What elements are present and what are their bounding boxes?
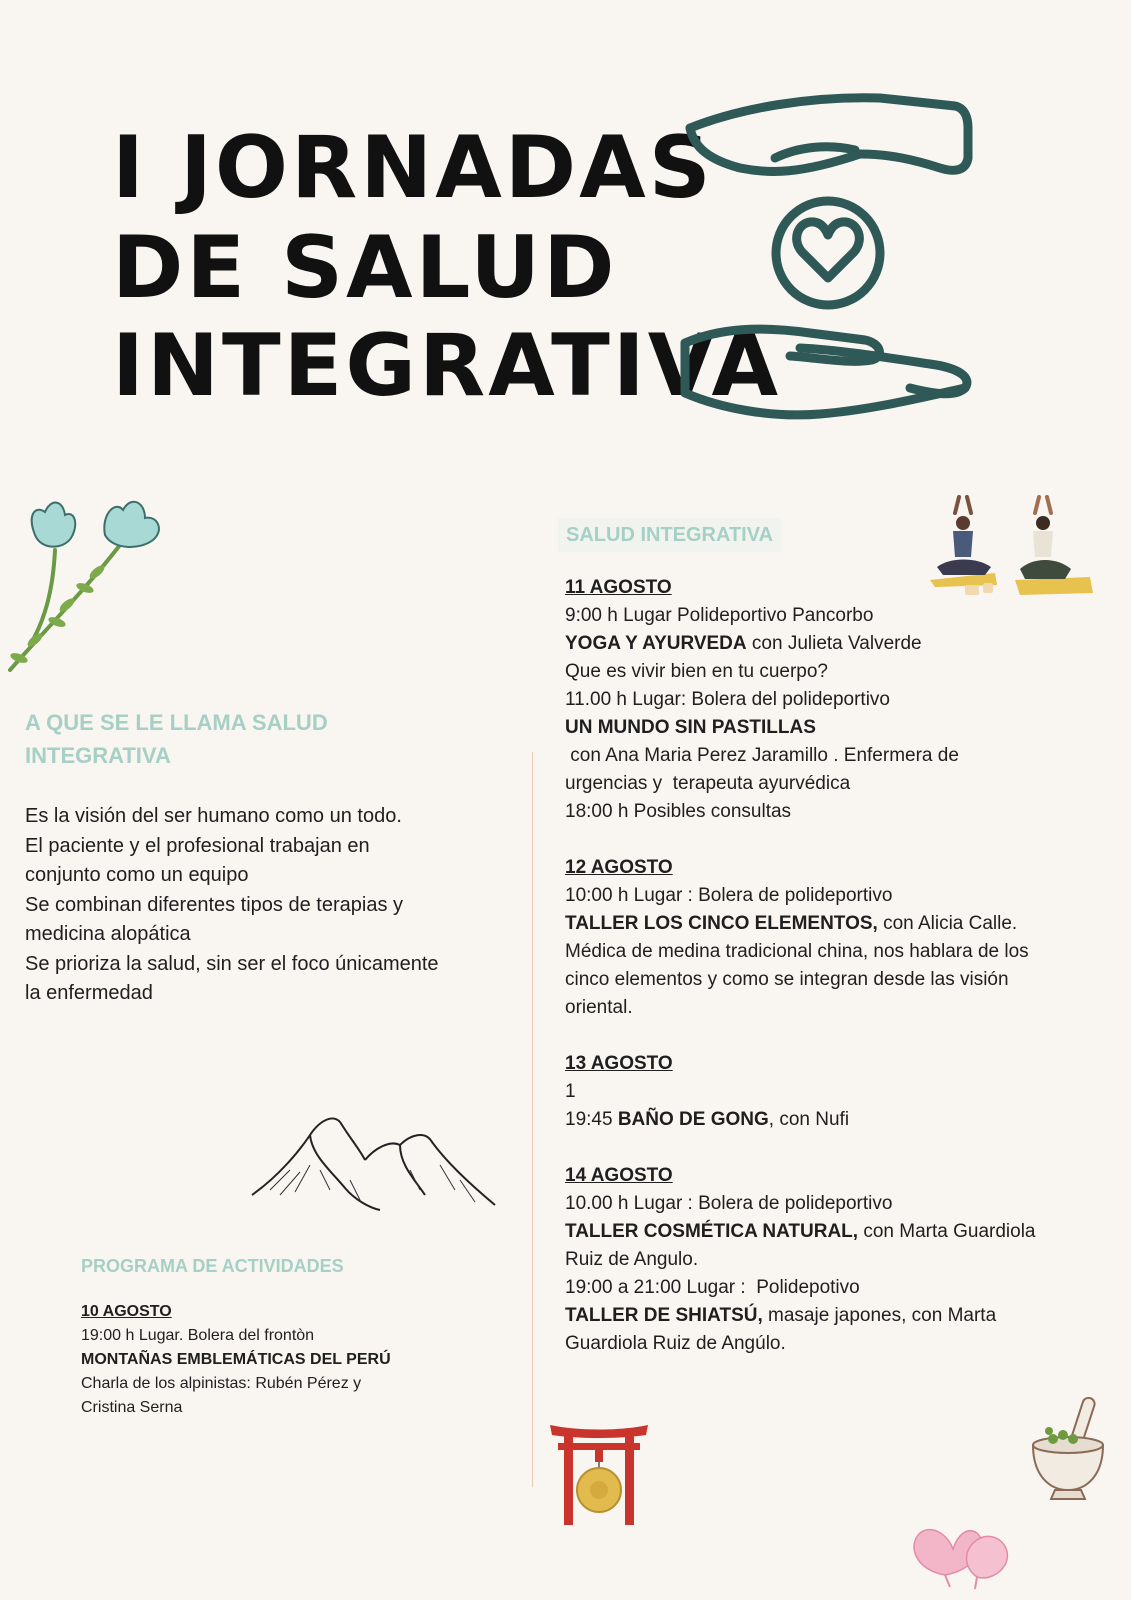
paragraph-line: El paciente y el profesional trabajan en [25,834,370,857]
date-heading: 11 AGOSTO [565,577,672,598]
mortar-herbs-icon [1025,1395,1110,1505]
schedule [565,574,1105,1386]
event-speaker: con Julieta Valverde [746,633,922,654]
programa-desc: Charla de los alpinistas: Rubén Pérez y [81,1375,362,1392]
ginkgo-leaves-icon [905,1515,1015,1590]
programa-heading: PROGRAMA DE ACTIVIDADES [81,1256,344,1276]
event-title: UN MUNDO SIN PASTILLAS [565,717,816,738]
schedule-line: oriental. [565,997,633,1018]
schedule-line: cinco elementos y como se integran desde las visión [565,969,1009,990]
event-title: YOGA Y AYURVEDA [565,633,747,654]
hands-heart-icon [680,88,990,428]
paragraph-line: Se prioriza la salud, sin ser el foco únicamente [25,952,439,975]
paragraph-line: Se combinan diferentes tipos de terapias y [25,893,403,916]
torii-gong-icon [548,1415,650,1525]
schedule-line: Que es vivir bien en tu cuerpo? [565,661,828,682]
schedule-line: 10:00 h Lugar : Bolera de polideportivo [565,885,893,906]
schedule-line: Médica de medina tradicional china, nos hablara de los [565,941,1029,962]
schedule-line [565,630,1105,658]
schedule-line [565,1218,1105,1246]
schedule-line: 1 [565,1081,576,1102]
schedule-line: 11.00 h Lugar: Bolera del polideportivo [565,689,890,710]
title-line-3: INTEGRATIVA [112,316,782,416]
schedule-line: 18:00 h Posibles consultas [565,801,792,822]
event-title: TALLER LOS CINCO ELEMENTOS, [565,913,878,934]
left-heading-line-1: A QUE SE LE LLAMA SALUD [25,710,328,735]
day-13 [565,1050,1105,1134]
right-heading: SALUD INTEGRATIVA [558,518,781,552]
event-speaker: con Marta Guardiola [858,1221,1036,1242]
schedule-line: Guardiola Ruiz de Angúlo. [565,1333,786,1354]
date-heading: 13 AGOSTO [565,1053,673,1074]
schedule-line: urgencias y terapeuta ayurvédica [565,773,851,794]
date-heading: 14 AGOSTO [565,1165,673,1186]
schedule-line [565,910,1105,938]
left-paragraph [25,802,515,1009]
event-speaker: con Alicia Calle. [877,913,1018,934]
paragraph-line: la enfermedad [25,982,153,1004]
paragraph-line: Es la visión del ser humano como un todo. [25,805,402,827]
paragraph-line: conjunto como un equipo [25,864,249,886]
schedule-line [565,1106,1105,1134]
flower-branch-icon [5,490,175,675]
programa-section [81,1254,511,1420]
event-time: 19:45 [565,1109,618,1130]
schedule-line: con Ana Maria Perez Jaramillo . Enfermera de [565,745,959,766]
schedule-line: 19:00 a 21:00 Lugar : Polidepotivo [565,1277,860,1298]
title-line-2: DE SALUD [112,218,618,318]
event-title: TALLER DE SHIATSÚ, [565,1305,763,1326]
programa-time: 19:00 h Lugar. Bolera del frontòn [81,1327,315,1344]
schedule-line: Ruiz de Angulo. [565,1249,699,1270]
left-heading-line-2: INTEGRATIVA [25,743,171,768]
left-heading [25,706,485,772]
event-speaker: masaje japones, con Marta [762,1305,997,1326]
event-speaker: , con Nufi [768,1109,850,1130]
day-11 [565,574,1105,826]
mountains-icon [250,1110,500,1220]
date-heading: 12 AGOSTO [565,857,673,878]
column-divider [532,752,533,1487]
day-14 [565,1162,1105,1358]
schedule-line: 9:00 h Lugar Polideportivo Pancorbo [565,605,874,626]
event-title: BAÑO DE GONG [617,1109,769,1130]
programa-date: 10 AGOSTO [81,1303,172,1320]
programa-event: MONTAÑAS EMBLEMÁTICAS DEL PERÚ [81,1351,391,1368]
programa-desc: Cristina Serna [81,1399,183,1416]
title-line-1: I JORNADAS [112,118,714,218]
schedule-line: 10.00 h Lugar : Bolera de polideportivo [565,1193,893,1214]
paragraph-line: medicina alopática [25,923,191,945]
event-title: TALLER COSMÉTICA NATURAL, [565,1221,859,1242]
day-12 [565,854,1105,1022]
schedule-line [565,1302,1105,1330]
